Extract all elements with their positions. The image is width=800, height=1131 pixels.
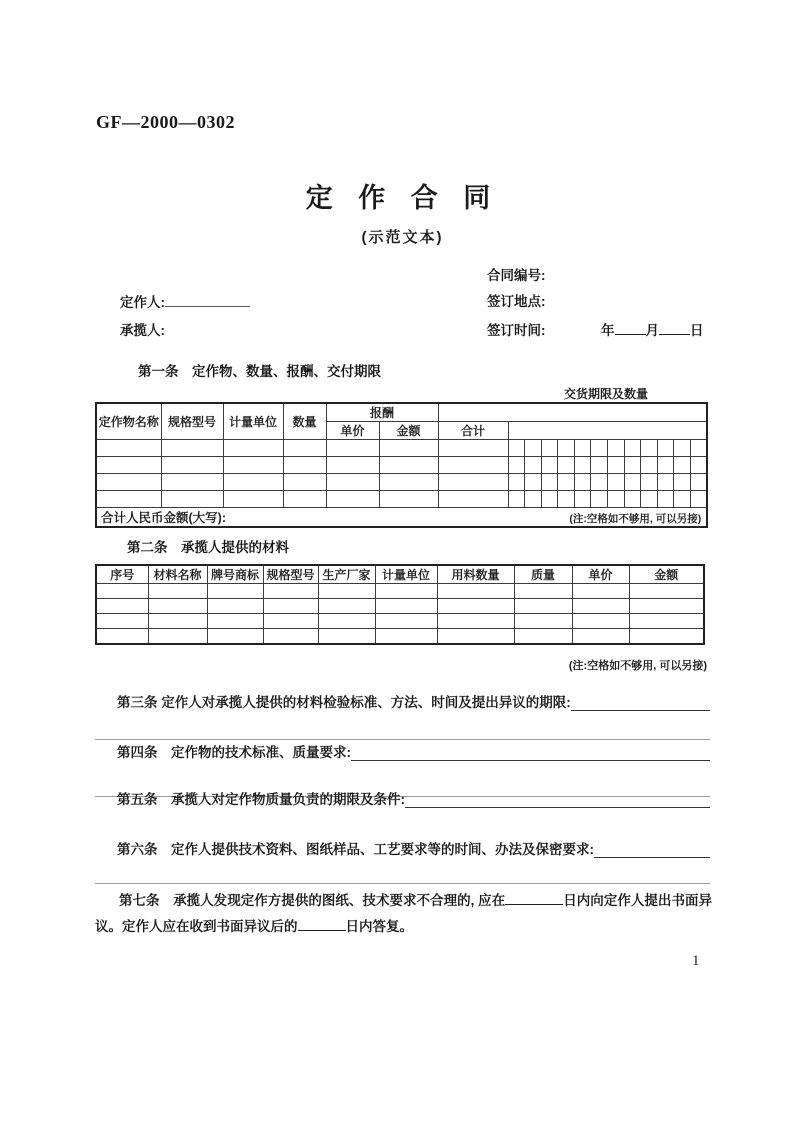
contract-no-label: 合同编号: xyxy=(487,268,546,283)
goods-table-row xyxy=(96,474,707,491)
sign-date-blanks xyxy=(601,319,704,339)
col-header-quality: 质量 xyxy=(514,565,572,584)
article-7-blank-1 xyxy=(505,893,563,905)
materials-table-row xyxy=(96,614,704,629)
article-3-blank xyxy=(571,696,710,711)
col-header-qty: 数量 xyxy=(283,403,326,440)
delivery-region-top-cell xyxy=(438,403,707,422)
contractor-label: 承揽人: xyxy=(120,323,165,338)
col-header-brand: 牌号商标 xyxy=(207,565,263,584)
article-7-blank-2 xyxy=(298,919,346,931)
article-5-text: 第五条 承揽人对定作物质量负责的期限及条件: xyxy=(117,792,405,807)
goods-table xyxy=(95,402,708,528)
col-header-unit2: 计量单位 xyxy=(375,565,437,584)
article-7-text-2: 日内向定作人提出书面异议。定作人应在收到书面异议后的 xyxy=(95,893,712,934)
document-code: GF—2000—0302 xyxy=(96,112,235,132)
col-header-unit: 计量单位 xyxy=(223,403,283,440)
page-number: 1 xyxy=(692,953,700,969)
table1-note: (注:空格如不够用, 可以另接) xyxy=(569,513,702,525)
materials-table-row xyxy=(96,584,704,599)
delivery-region-sub-cell xyxy=(508,422,707,440)
col-header-unit-price: 单价 xyxy=(326,422,379,440)
delivery-period-header: 交货期限及数量 xyxy=(563,387,648,401)
article-2-heading: 第二条 承揽人提供的材料 xyxy=(127,540,289,555)
sign-place-label: 签订地点: xyxy=(487,294,546,309)
article-7-text-1: 第七条 承揽人发现定作方提供的图纸、技术要求不合理的, 应在 xyxy=(119,893,506,908)
materials-table-row xyxy=(96,599,704,614)
article-4-blank xyxy=(351,746,710,761)
year-label: 年 xyxy=(601,323,615,338)
article-7 xyxy=(95,888,712,940)
goods-table-row xyxy=(96,491,707,508)
orderer-label: 定作人: xyxy=(120,295,165,310)
article-6-text: 第六条 定作人提供技术资料、图纸样品、工艺要求等的时间、办法及保密要求: xyxy=(117,842,594,857)
day-label: 日 xyxy=(690,323,704,338)
ruled-line xyxy=(95,739,710,740)
article-3 xyxy=(95,691,710,711)
col-header-unit-price2: 单价 xyxy=(572,565,629,584)
col-header-material-qty: 用料数量 xyxy=(437,565,514,584)
title-block xyxy=(95,176,710,215)
ruled-line xyxy=(95,883,710,884)
col-header-pay: 报酬 xyxy=(326,403,438,422)
sign-time-label: 签订时间: xyxy=(487,323,546,338)
article-5 xyxy=(95,788,710,808)
orderer-row xyxy=(120,291,250,312)
col-header-spec2: 规格型号 xyxy=(263,565,318,584)
month-blank xyxy=(659,323,690,335)
goods-table-row xyxy=(96,457,707,474)
col-header-amount2: 金额 xyxy=(629,565,704,584)
materials-table xyxy=(95,564,705,645)
article-6 xyxy=(95,838,710,858)
col-header-total: 合计 xyxy=(438,422,508,440)
col-header-manufacturer: 生产厂家 xyxy=(318,565,375,584)
col-header-serial: 序号 xyxy=(96,565,148,584)
col-header-spec: 规格型号 xyxy=(161,403,223,440)
subtitle-block xyxy=(95,226,710,247)
document-subtitle: (示范文本) xyxy=(361,229,444,246)
table2-note: (注:空格如不够用, 可以另接) xyxy=(568,660,707,672)
month-label: 月 xyxy=(645,323,659,338)
document-title: 定 作 合 同 xyxy=(305,183,500,213)
article-1-heading: 第一条 定作物、数量、报酬、交付期限 xyxy=(138,364,381,379)
col-header-goods-name: 定作物名称 xyxy=(96,403,161,440)
year-blank xyxy=(615,323,646,335)
article-5-blank xyxy=(405,793,710,808)
article-7-text-3: 日内答复。 xyxy=(345,919,413,934)
col-header-material-name: 材料名称 xyxy=(148,565,207,584)
orderer-blank xyxy=(165,294,250,307)
article-6-blank xyxy=(594,843,710,858)
materials-table-row xyxy=(96,629,704,644)
col-header-amount: 金额 xyxy=(379,422,438,440)
article-4 xyxy=(95,741,710,761)
article-4-text: 第四条 定作物的技术标准、质量要求: xyxy=(117,745,351,760)
article-3-text: 第三条 定作人对承揽人提供的材料检验标准、方法、时间及提出异议的期限: xyxy=(117,695,571,710)
goods-table-row xyxy=(96,440,707,457)
total-amount-label: 合计人民币金额(大写): xyxy=(101,511,226,525)
total-amount-row xyxy=(96,508,707,528)
